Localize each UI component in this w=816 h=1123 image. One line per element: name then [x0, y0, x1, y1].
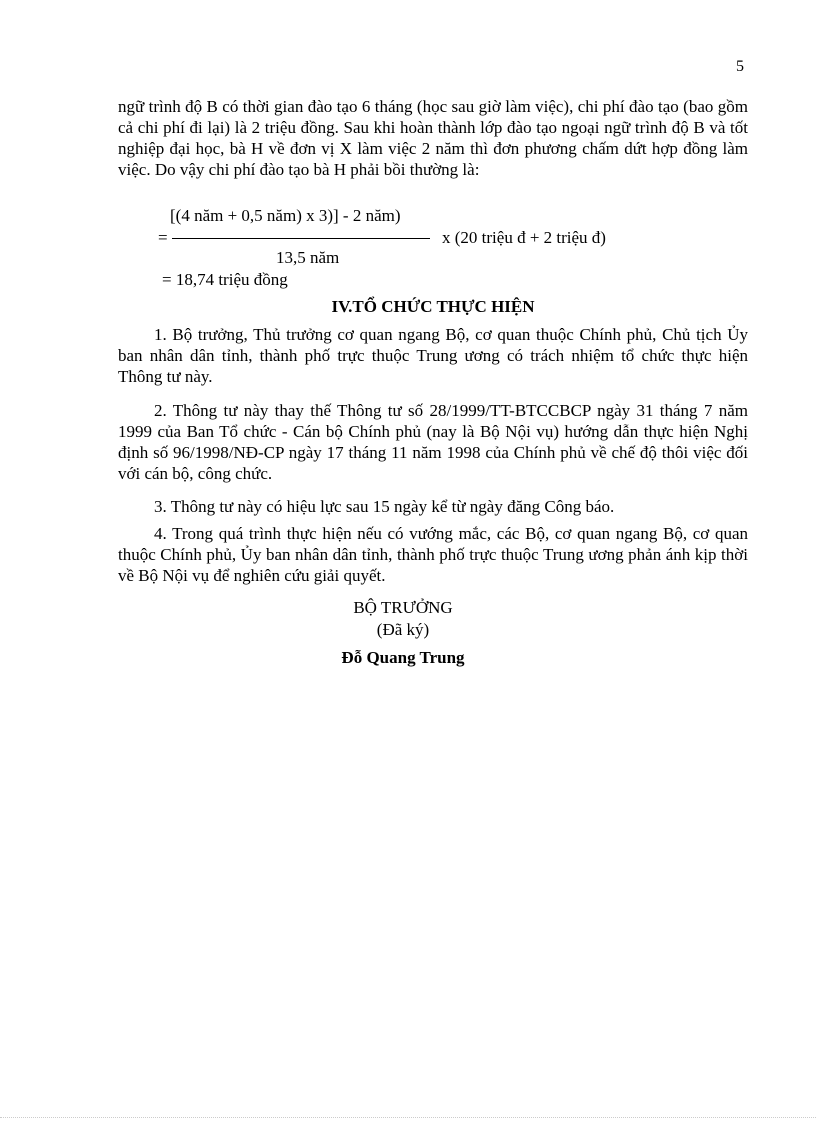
page-number: 5	[736, 58, 744, 75]
paragraph-3: 3. Thông tư này có hiệu lực sau 15 ngày kể từ ngày đăng Công báo.	[154, 497, 615, 516]
page-bottom-border	[0, 1117, 816, 1118]
signature-name: Đỗ Quang Trung	[341, 648, 465, 667]
formula-numerator: [(4 năm + 0,5 năm) x 3)] - 2 năm)	[170, 206, 401, 225]
signature-signed: (Đã ký)	[376, 620, 430, 639]
intro-paragraph: ngữ trình độ B có thời gian đào tạo 6 tháng (học sau giờ làm việc), chi phí đào tạo (bao gồm cả chi phí đi lại) là 2 triệu đồng. Sau khi hoàn thành lớp đào tạo ngoại ngữ trình độ B và tốt nghiệp đại học, bà H về đơn vị X làm việc 2 năm thì đơn phương chấm dứt hợp đồng làm việc. Do vậy chi phí đào tạo bà H phải bồi thường là:	[118, 97, 748, 179]
formula-denominator: 13,5 năm	[276, 248, 340, 267]
section-heading: IV.TỔ CHỨC THỰC HIỆN	[331, 297, 535, 316]
fraction-bar	[172, 238, 430, 239]
paragraph-1: 1. Bộ trưởng, Thủ trưởng cơ quan ngang Bộ, cơ quan thuộc Chính phủ, Chủ tịch Ủy ban nhân dân tỉnh, thành phố trực thuộc Trung ương có trách nhiệm tổ chức thực hiện Thông tư này.	[118, 325, 748, 386]
paragraph-2: 2. Thông tư này thay thế Thông tư số 28/1999/TT-BTCCBCP ngày 31 tháng 7 năm 1999 của Ban Tổ chức - Cán bộ Chính phủ (nay là Bộ Nội vụ) hướng dẫn thực hiện Nghị định số 96/1998/NĐ-CP ngày 17 tháng 11 năm 1998 của Chính phủ về chế độ thôi việc đối với cán bộ, công chức.	[118, 401, 748, 483]
paragraph-4: 4. Trong quá trình thực hiện nếu có vướng mắc, các Bộ, cơ quan ngang Bộ, cơ quan thuộc Chính phủ, Ủy ban nhân dân tỉnh, thành phố trực thuộc Trung ương phản ánh kịp thời về Bộ Nội vụ để nghiên cứu giải quyết.	[118, 524, 748, 585]
formula-equals: =	[158, 228, 168, 247]
signature-title: BỘ TRƯỞNG	[353, 598, 453, 617]
formula-multiplier: x (20 triệu đ + 2 triệu đ)	[442, 228, 606, 247]
formula-result: = 18,74 triệu đồng	[162, 270, 288, 289]
